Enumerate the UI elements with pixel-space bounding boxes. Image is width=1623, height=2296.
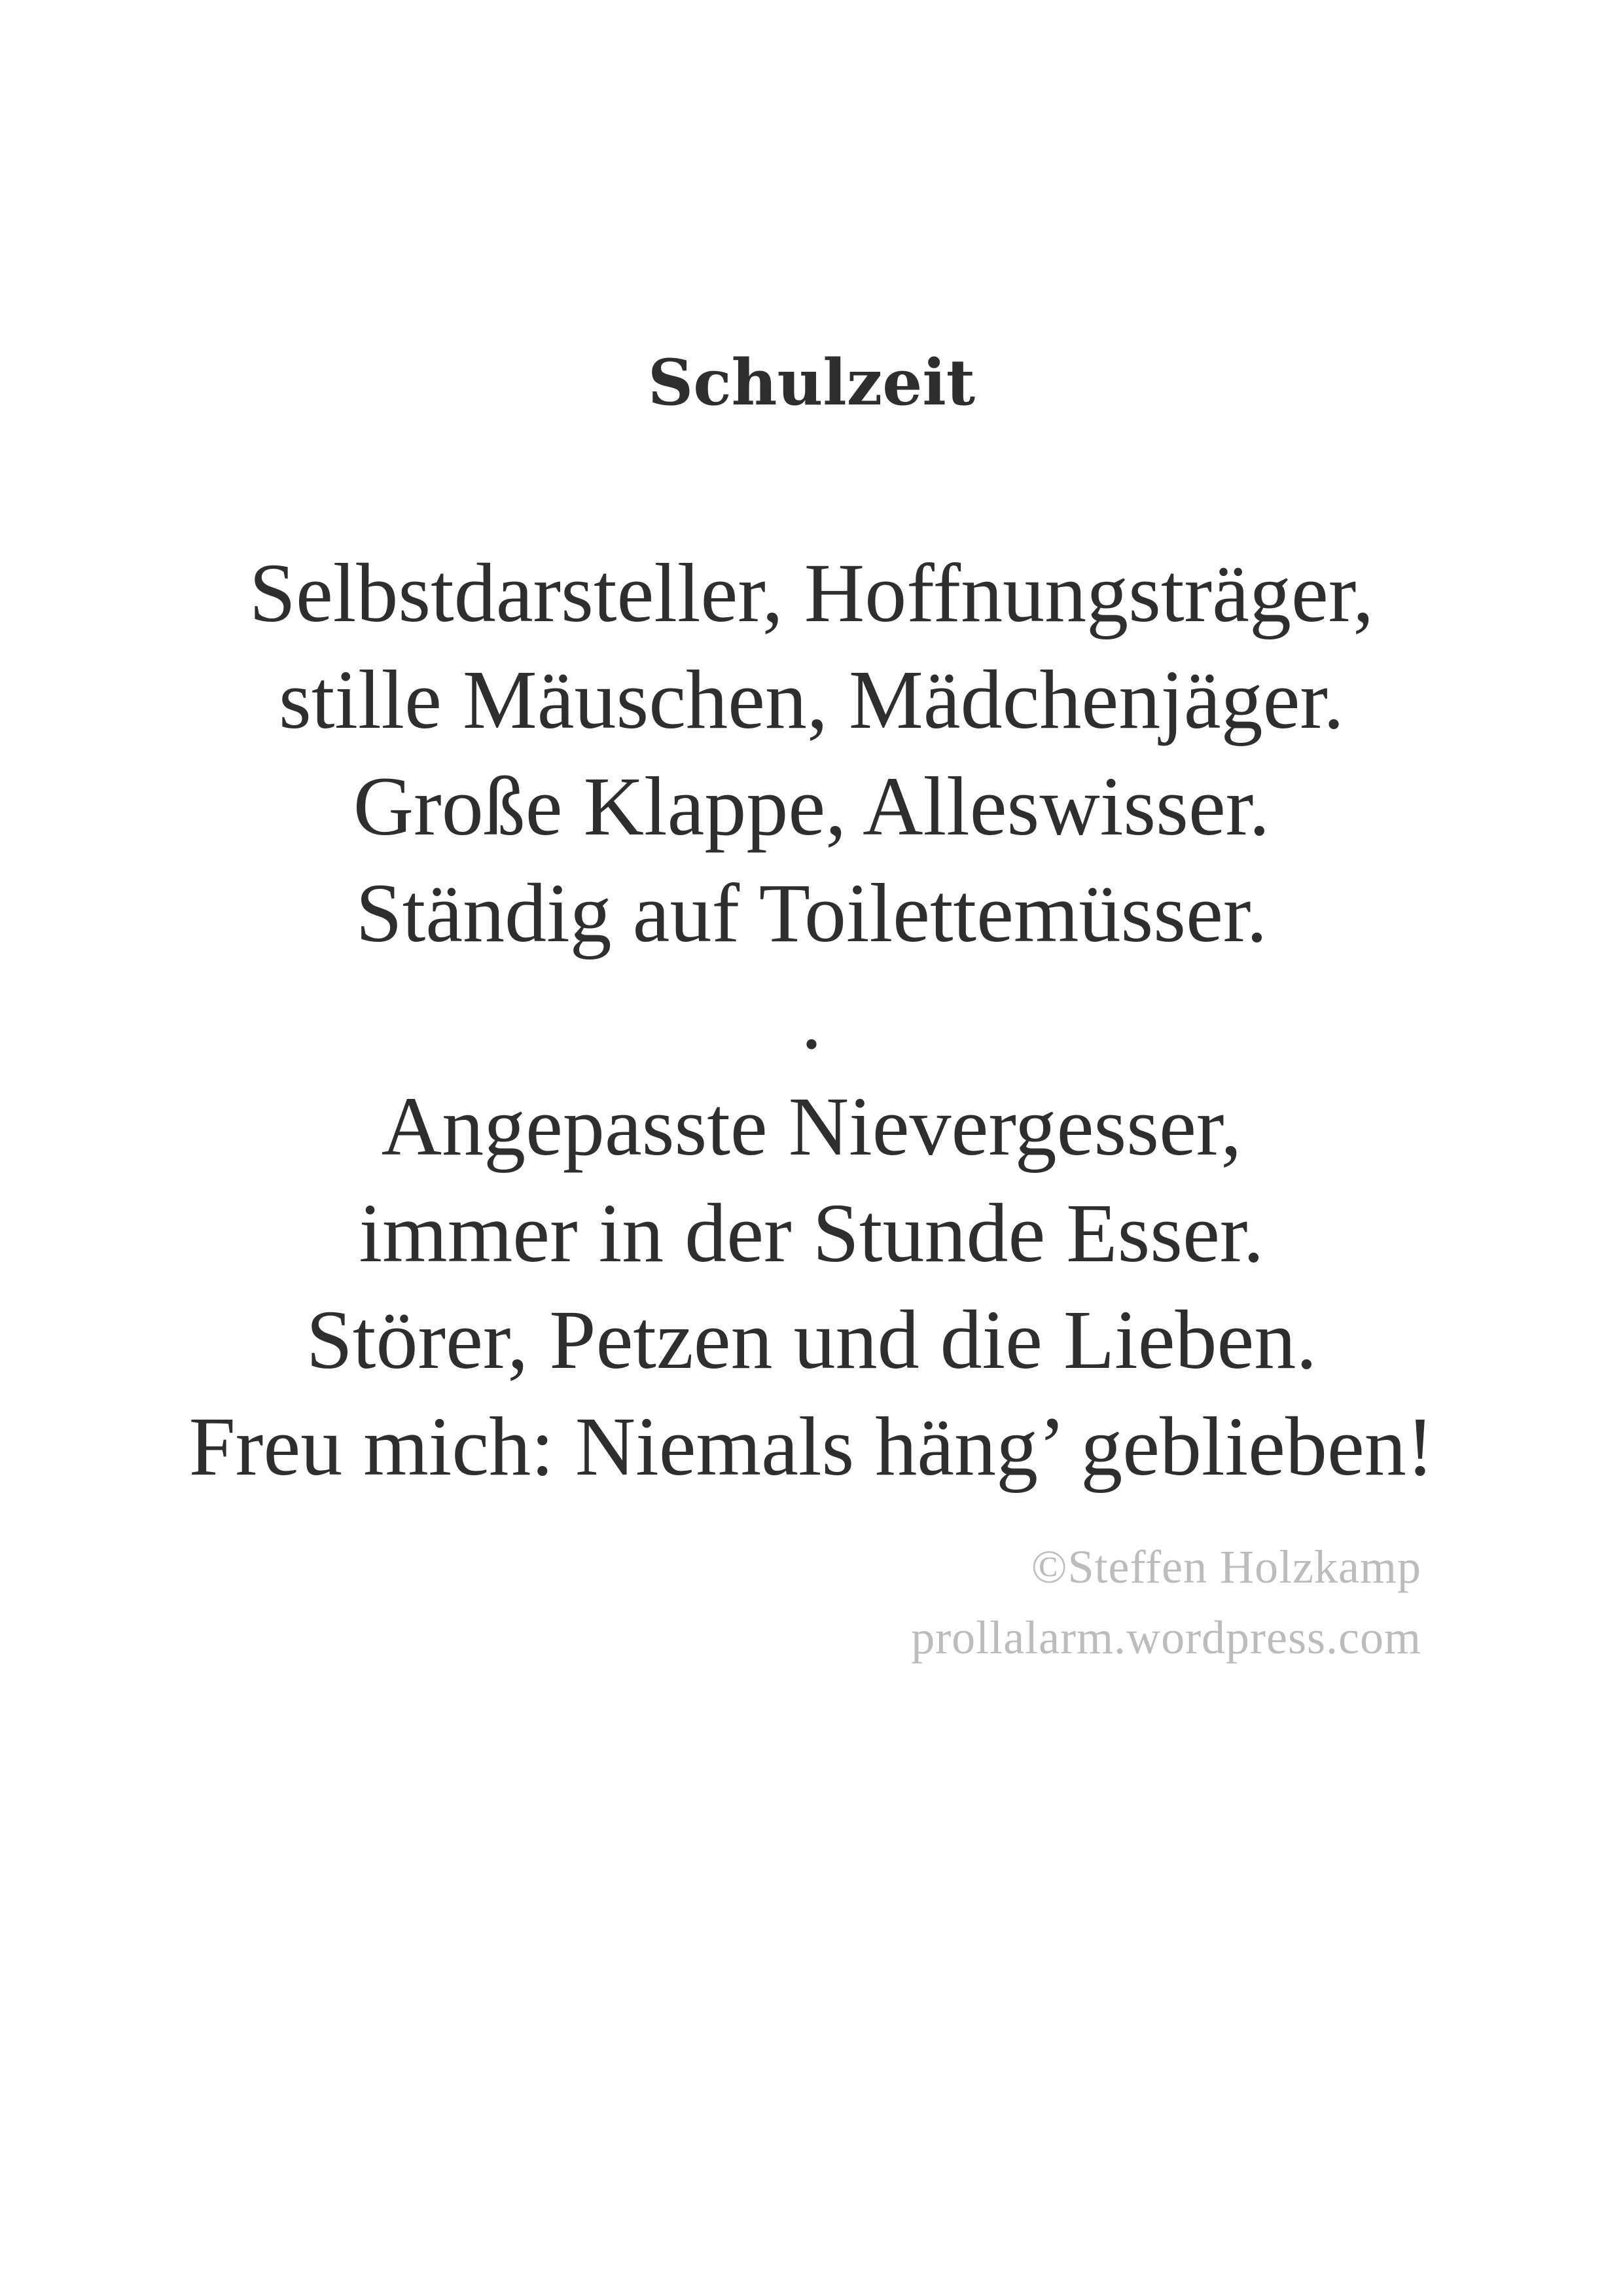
stanza-separator: . bbox=[801, 973, 822, 1066]
poem-line: Angepasste Nievergesser, bbox=[381, 1080, 1242, 1173]
poem-line: Selbstdarsteller, Hoffnungsträger, bbox=[249, 547, 1374, 639]
author-credit: ©Steffen Holzkamp bbox=[1031, 1541, 1421, 1593]
poem-line: immer in der Stunde Esser. bbox=[359, 1187, 1264, 1280]
poem-title: Schulzeit bbox=[647, 346, 976, 420]
credits bbox=[911, 1532, 1421, 1673]
poem-line: Freu mich: Niemals häng’ geblieben! bbox=[188, 1400, 1435, 1493]
poem-line: stille Mäuschen, Mädchenjäger. bbox=[279, 653, 1344, 746]
poem-line: Ständig auf Toilettemüsser. bbox=[355, 867, 1268, 960]
poem-line: Große Klappe, Alleswisser. bbox=[353, 760, 1270, 853]
poem-line: Störer, Petzen und die Lieben. bbox=[306, 1293, 1317, 1386]
poem-body bbox=[0, 540, 1623, 1500]
website-credit: prollalarm.wordpress.com bbox=[911, 1611, 1421, 1664]
